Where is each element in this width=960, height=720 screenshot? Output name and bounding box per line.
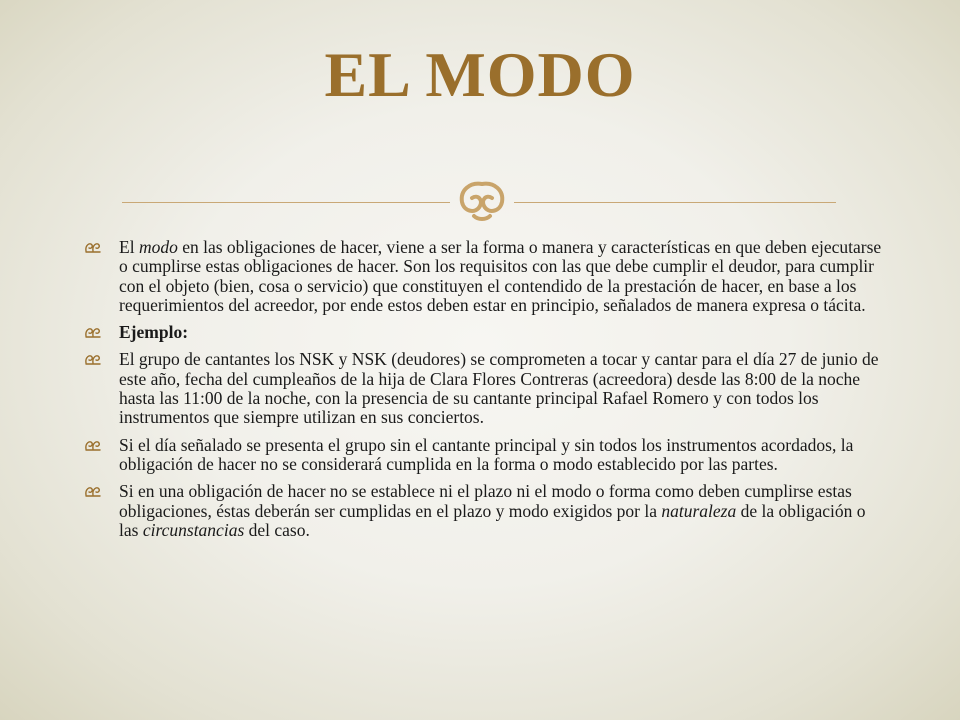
bullet-paragraph bbox=[84, 238, 884, 315]
paragraph-text: naturaleza bbox=[661, 500, 737, 521]
paragraph-text: de la obligación o las bbox=[119, 500, 866, 540]
bullet-paragraph bbox=[84, 350, 884, 427]
curly-bullet-icon bbox=[84, 241, 102, 254]
slide-body bbox=[84, 238, 884, 548]
title-divider-left bbox=[122, 202, 450, 203]
bullet-paragraph bbox=[84, 436, 884, 475]
curly-bullet-icon bbox=[84, 439, 102, 452]
paragraph-text: Ejemplo: bbox=[119, 322, 189, 343]
paragraph-text: en las obligaciones de hacer, viene a ser la forma o manera y características en que deben ejecutarse o cumplirse estas obligaciones de hacer. Son los requisitos con las que debe cumplir el deudor, para cumplir con el objeto (bien, cosa o servicio) que constituyen el contendido de la prestación de hacer, en base a los requerimientos del acreedor, por ende estos deben estar en principio, señalados de manera expresa o tácita. bbox=[119, 237, 882, 315]
paragraph-text: del caso. bbox=[244, 519, 310, 540]
title-divider-right bbox=[514, 202, 836, 203]
bullet-paragraph bbox=[84, 323, 884, 342]
paragraph-text: circunstancias bbox=[142, 519, 245, 540]
paragraph-text: El bbox=[119, 237, 139, 257]
paragraph-text: Si en una obligación de hacer no se establece ni el plazo ni el modo o forma como deben cumplirse estas obligaciones, éstas deberán ser cumplidas en el plazo y modo exigidos por la bbox=[119, 481, 852, 521]
paragraph-text: Si el día señalado se presenta el grupo sin el cantante principal y sin todos los instrumentos acordados, la obligación de hacer no se considerará cumplida en la forma o modo establecido por las partes. bbox=[119, 434, 854, 474]
paragraph-text: modo bbox=[138, 237, 178, 257]
curly-bullet-icon bbox=[84, 326, 102, 339]
bullet-paragraph bbox=[84, 482, 884, 540]
slide-title: EL MODO bbox=[324, 39, 636, 110]
flourish-ornament-icon bbox=[452, 176, 512, 224]
curly-bullet-icon bbox=[84, 485, 102, 498]
curly-bullet-icon bbox=[84, 353, 102, 366]
paragraph-text: El grupo de cantantes los NSK y NSK (deudores) se comprometen a tocar y cantar para el día 27 de junio de este año, fecha del cumpleaños de la hija de Clara Flores Contreras (acreedora) desde las 8:00 de la noche hasta las 11:00 de la noche, con la presencia de su cantante principal Rafael Romero y con todos los instrumentos que siempre utilizan en sus conciertos. bbox=[119, 349, 879, 428]
